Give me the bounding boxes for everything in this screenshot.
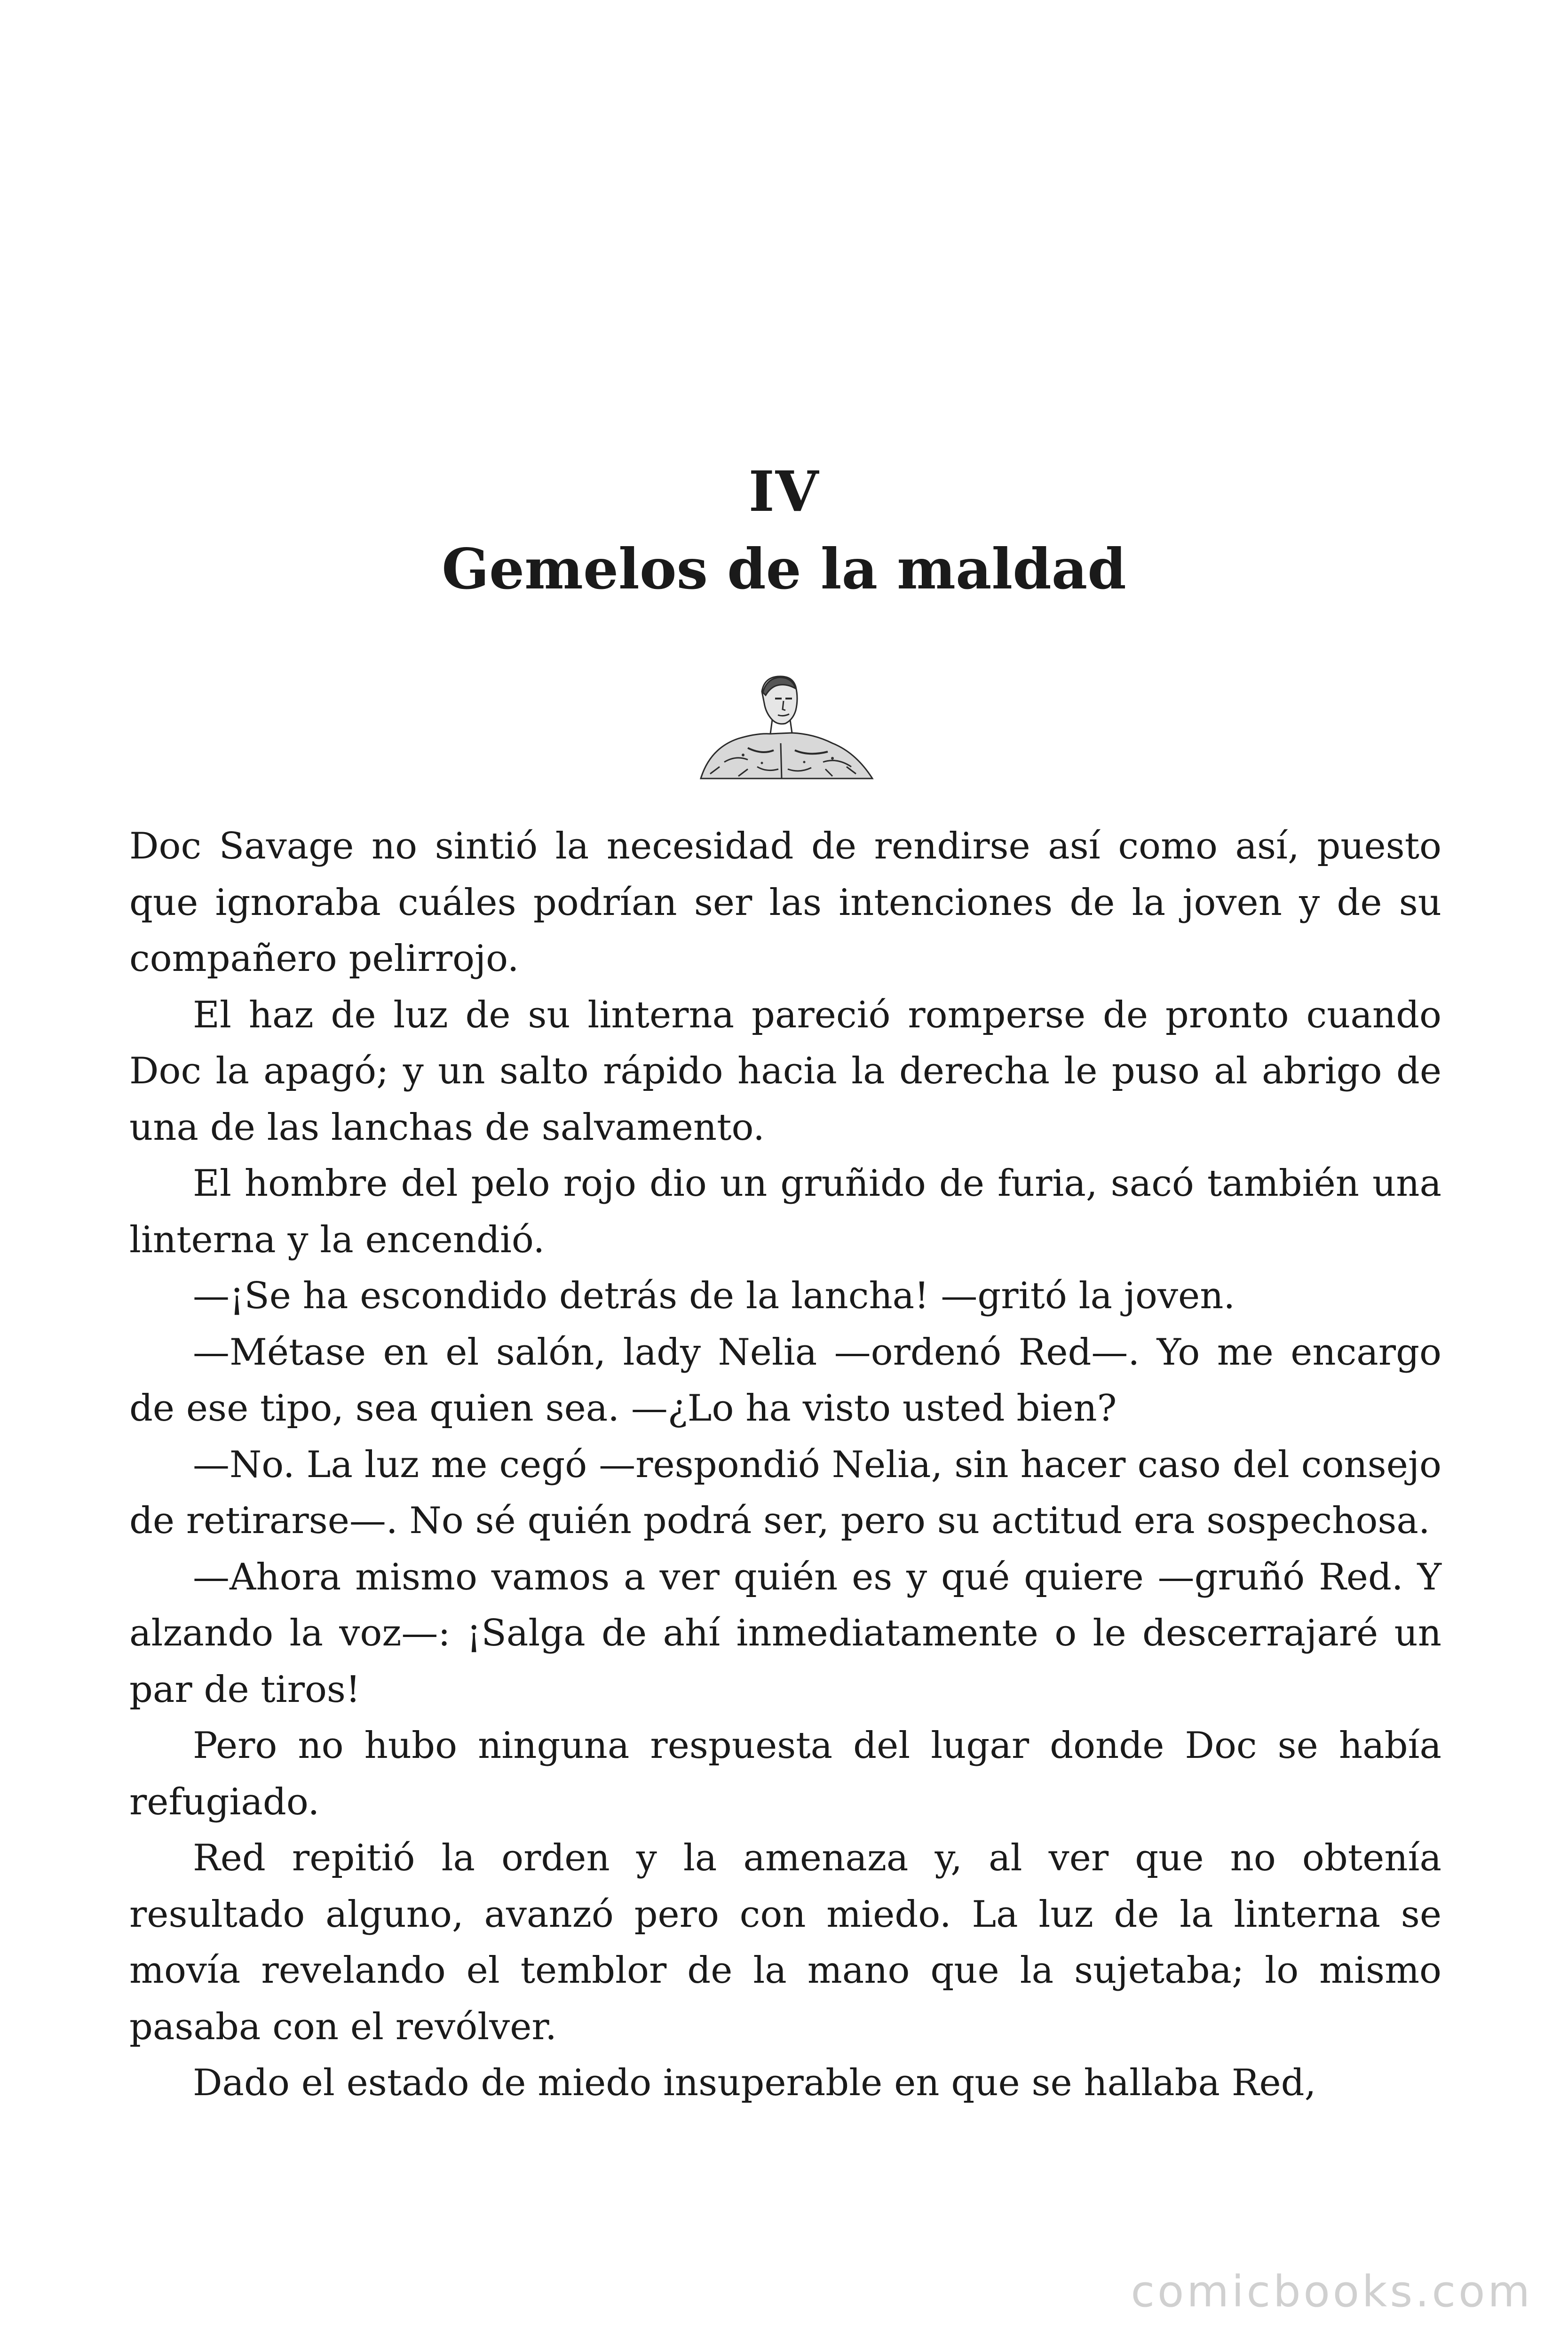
paragraph: —No. La luz me cegó —respondió Nelia, sin hacer caso del consejo de retirarse—. No sé quién podrá ser, pero su actitud era sospechosa.	[129, 1443, 1441, 1542]
paragraph: Dado el estado de miedo insuperable en que se hallaba Red,	[193, 2062, 1316, 2104]
paragraph: El haz de luz de su linterna pareció romperse de pronto cuando Doc la apagó; y un salto rápido hacia la derecha le puso al abrigo de una de las lanchas de salvamento.	[129, 993, 1441, 1149]
paragraph: Red repitió la orden y la amenaza y, al ver que no obtenía resultado alguno, avanzó pero con miedo. La luz de la linterna se movía revelando el temblor de la mano que la sujetaba; lo mismo pasaba con el revólver.	[129, 1837, 1441, 2048]
watermark: comicbooks.com	[1131, 2266, 1533, 2317]
paragraph: Doc Savage no sintió la necesidad de rendirse así como así, puesto que ignoraba cuáles podrían ser las intenciones de la joven y de su compañero pelirrojo.	[129, 825, 1441, 980]
paragraph: —Ahora mismo vamos a ver quién es y qué quiere —gruñó Red. Y alzando la voz—: ¡Salga de ahí inmediatamente o le descerrajaré un par de tiros!	[129, 1556, 1441, 1711]
paragraph: —¡Se ha escondido detrás de la lancha! —gritó la joven.	[193, 1275, 1235, 1317]
doc-savage-bust-icon	[691, 673, 879, 781]
paragraph: El hombre del pelo rojo dio un gruñido de furia, sacó también una linterna y la encendió.	[129, 1162, 1441, 1261]
paragraph: —Métase en el salón, lady Nelia —ordenó Red—. Yo me encargo de ese tipo, sea quien sea. —¿Lo ha visto usted bien?	[129, 1331, 1441, 1430]
chapter-title: Gemelos de la maldad	[442, 536, 1126, 602]
chapter-number: IV	[748, 459, 820, 524]
chapter-body	[129, 818, 1441, 2112]
paragraph: Pero no hubo ninguna respuesta del lugar donde Doc se había refugiado.	[129, 1724, 1441, 1823]
